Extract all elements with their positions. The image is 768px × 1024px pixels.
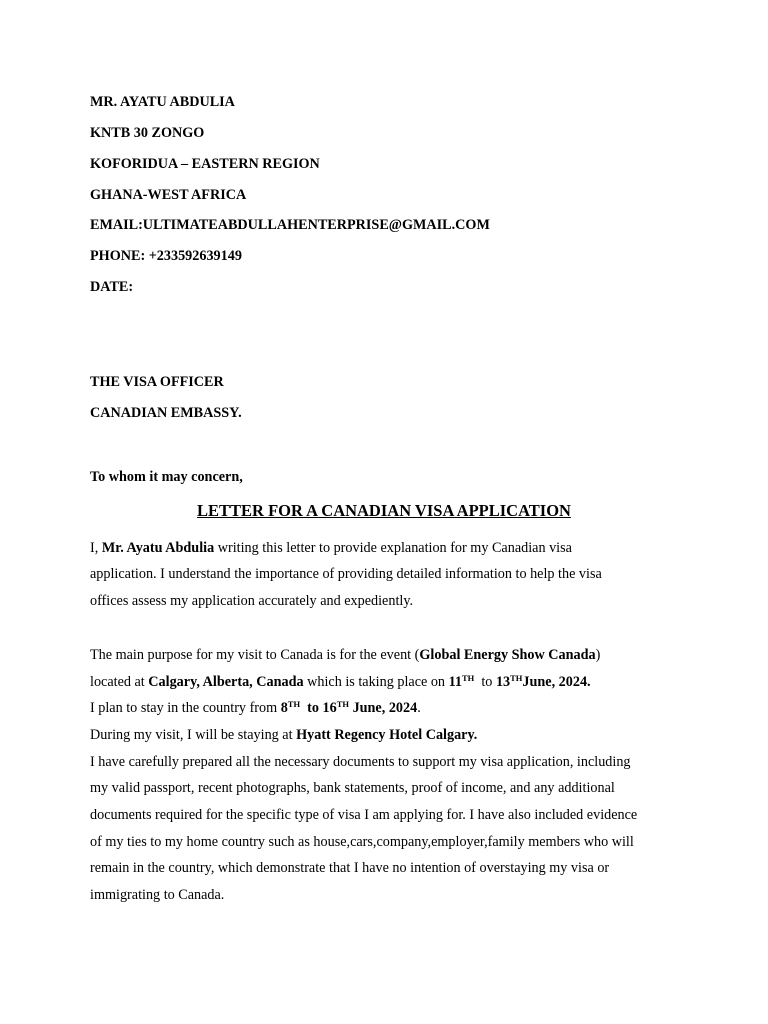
hotel-line: During my visit, I will be staying at Hyatt Regency Hotel Calgary.	[90, 727, 478, 743]
documents-line5: remain in the country, which demonstrate that I have no intention of overstaying my visa or	[90, 860, 610, 876]
sender-phone: PHONE: +233592639149	[90, 248, 242, 264]
recipient-line2: CANADIAN EMBASSY.	[90, 405, 242, 421]
event-name: Global Energy Show Canada	[419, 647, 596, 663]
documents-line2: my valid passport, recent photographs, bank statements, proof of income, and any additional	[90, 780, 615, 796]
letter-title: LETTER FOR A CANADIAN VISA APPLICATION	[197, 501, 571, 520]
salutation: To whom it may concern,	[90, 469, 243, 485]
purpose-line2: located at Calgary, Alberta, Canada which is taking place on 11TH to 13THJune, 2024.	[90, 673, 591, 690]
documents-line4: of my ties to my home country such as house,cars,company,employer,family members who will	[90, 834, 634, 850]
hotel-name: Hyatt Regency Hotel Calgary.	[296, 727, 478, 743]
sender-address-line1: KNTB 30 ZONGO	[90, 125, 205, 141]
sender-name: MR. AYATU ABDULIA	[90, 94, 235, 110]
documents-line3: documents required for the specific type of visa I am applying for. I have also included evidence	[90, 807, 638, 823]
purpose-line1: The main purpose for my visit to Canada is for the event (Global Energy Show Canada)	[90, 647, 601, 663]
sender-address-line3: GHANA-WEST AFRICA	[90, 187, 247, 203]
intro-line2: application. I understand the importance of providing detailed information to help the visa	[90, 566, 602, 582]
event-location: Calgary, Alberta, Canada	[148, 674, 304, 690]
applicant-name: Mr. Ayatu Abdulia	[101, 540, 215, 556]
documents-line1: I have carefully prepared all the necessary documents to support my visa application, including	[90, 754, 631, 770]
recipient-line1: THE VISA OFFICER	[90, 374, 224, 390]
sender-address-line2: KOFORIDUA – EASTERN REGION	[90, 156, 320, 172]
intro-line3: offices assess my application accurately and expediently.	[90, 593, 414, 609]
letter-date: DATE:	[90, 279, 134, 295]
sender-email: EMAIL:ULTIMATEABDULLAHENTERPRISE@GMAIL.COM	[90, 217, 490, 233]
intro-line1: I, Mr. Ayatu Abdulia writing this letter to provide explanation for my Canadian visa	[90, 540, 572, 556]
documents-line6: immigrating to Canada.	[90, 887, 225, 903]
stay-dates-line: I plan to stay in the country from 8TH to 16TH June, 2024.	[90, 699, 421, 716]
